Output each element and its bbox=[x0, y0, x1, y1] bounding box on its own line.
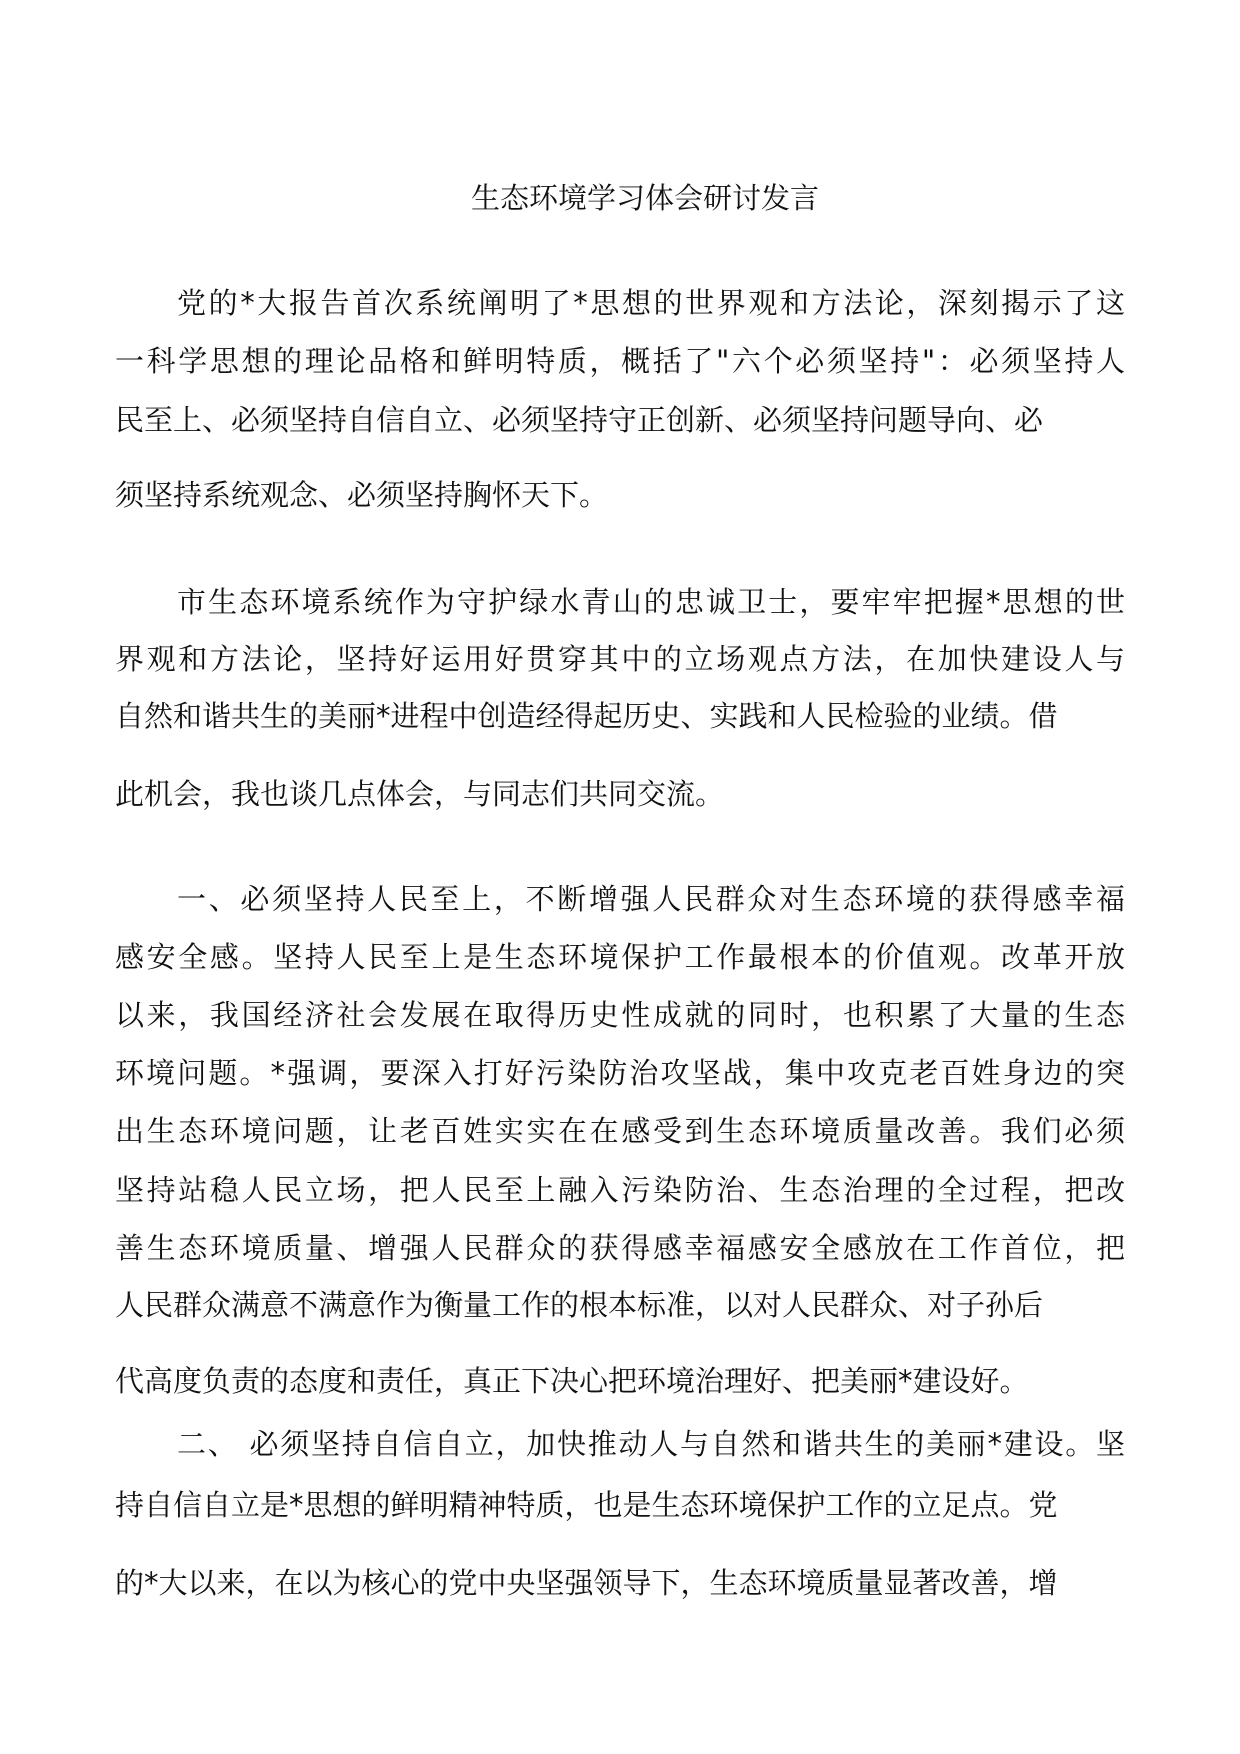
text-line: 须坚持系统观念、必须坚持胸怀天下。 bbox=[115, 478, 609, 512]
text-line: 二、 必须坚持自信自立，加快推动人与自然和谐共生的美丽*建设。坚 bbox=[177, 1427, 1125, 1461]
text-line: 出生态环境问题，让老百姓实实在在感受到生态环境质量改善。我们必须 bbox=[115, 1114, 1125, 1148]
text-line: 民至上、必须坚持自信自立、必须坚持守正创新、必须坚持问题导向、必 bbox=[115, 403, 1044, 437]
text-line: 代高度负责的态度和责任，真正下决心把环境治理好、把美丽*建设好。 bbox=[115, 1364, 1029, 1398]
text-line: 自然和谐共生的美丽*进程中创造经得起历史、实践和人民检验的业绩。借 bbox=[115, 699, 1058, 733]
text-line: 界观和方法论，坚持好运用好贯穿其中的立场观点方法，在加快建设人与 bbox=[115, 642, 1125, 676]
text-line: 人民群众满意不满意作为衡量工作的根本标准，以对人民群众、对子孙后 bbox=[115, 1288, 1044, 1322]
text-line: 市生态环境系统作为守护绿水青山的忠诚卫士，要牢牢把握*思想的世 bbox=[177, 585, 1125, 619]
text-line: 党的*大报告首次系统阐明了*思想的世界观和方法论，深刻揭示了这 bbox=[177, 286, 1125, 320]
text-line: 的*大以来，在以为核心的党中央坚强领导下，生态环境质量显著改善，增 bbox=[115, 1566, 1058, 1600]
text-line: 持自信自立是*思想的鲜明精神特质，也是生态环境保护工作的立足点。党 bbox=[115, 1488, 1058, 1522]
text-line: 善生态环境质量、增强人民群众的获得感幸福感安全感放在工作首位，把 bbox=[115, 1231, 1125, 1265]
text-line: 此机会，我也谈几点体会，与同志们共同交流。 bbox=[115, 777, 725, 811]
text-line: 坚持站稳人民立场，把人民至上融入污染防治、生态治理的全过程，把改 bbox=[115, 1173, 1125, 1207]
document-title: 生态环境学习体会研讨发言 bbox=[470, 181, 819, 215]
text-line: 一科学思想的理论品格和鲜明特质，概括了"六个必须坚持"：必须坚持人 bbox=[115, 344, 1125, 378]
text-line: 感安全感。坚持人民至上是生态环境保护工作最根本的价值观。改革开放 bbox=[115, 940, 1125, 974]
text-line: 一、必须坚持人民至上，不断增强人民群众对生态环境的获得感幸福 bbox=[177, 882, 1125, 916]
text-line: 环境问题。*强调，要深入打好污染防治攻坚战，集中攻克老百姓身边的突 bbox=[115, 1056, 1125, 1090]
text-line: 以来，我国经济社会发展在取得历史性成就的同时，也积累了大量的生态 bbox=[115, 998, 1125, 1032]
